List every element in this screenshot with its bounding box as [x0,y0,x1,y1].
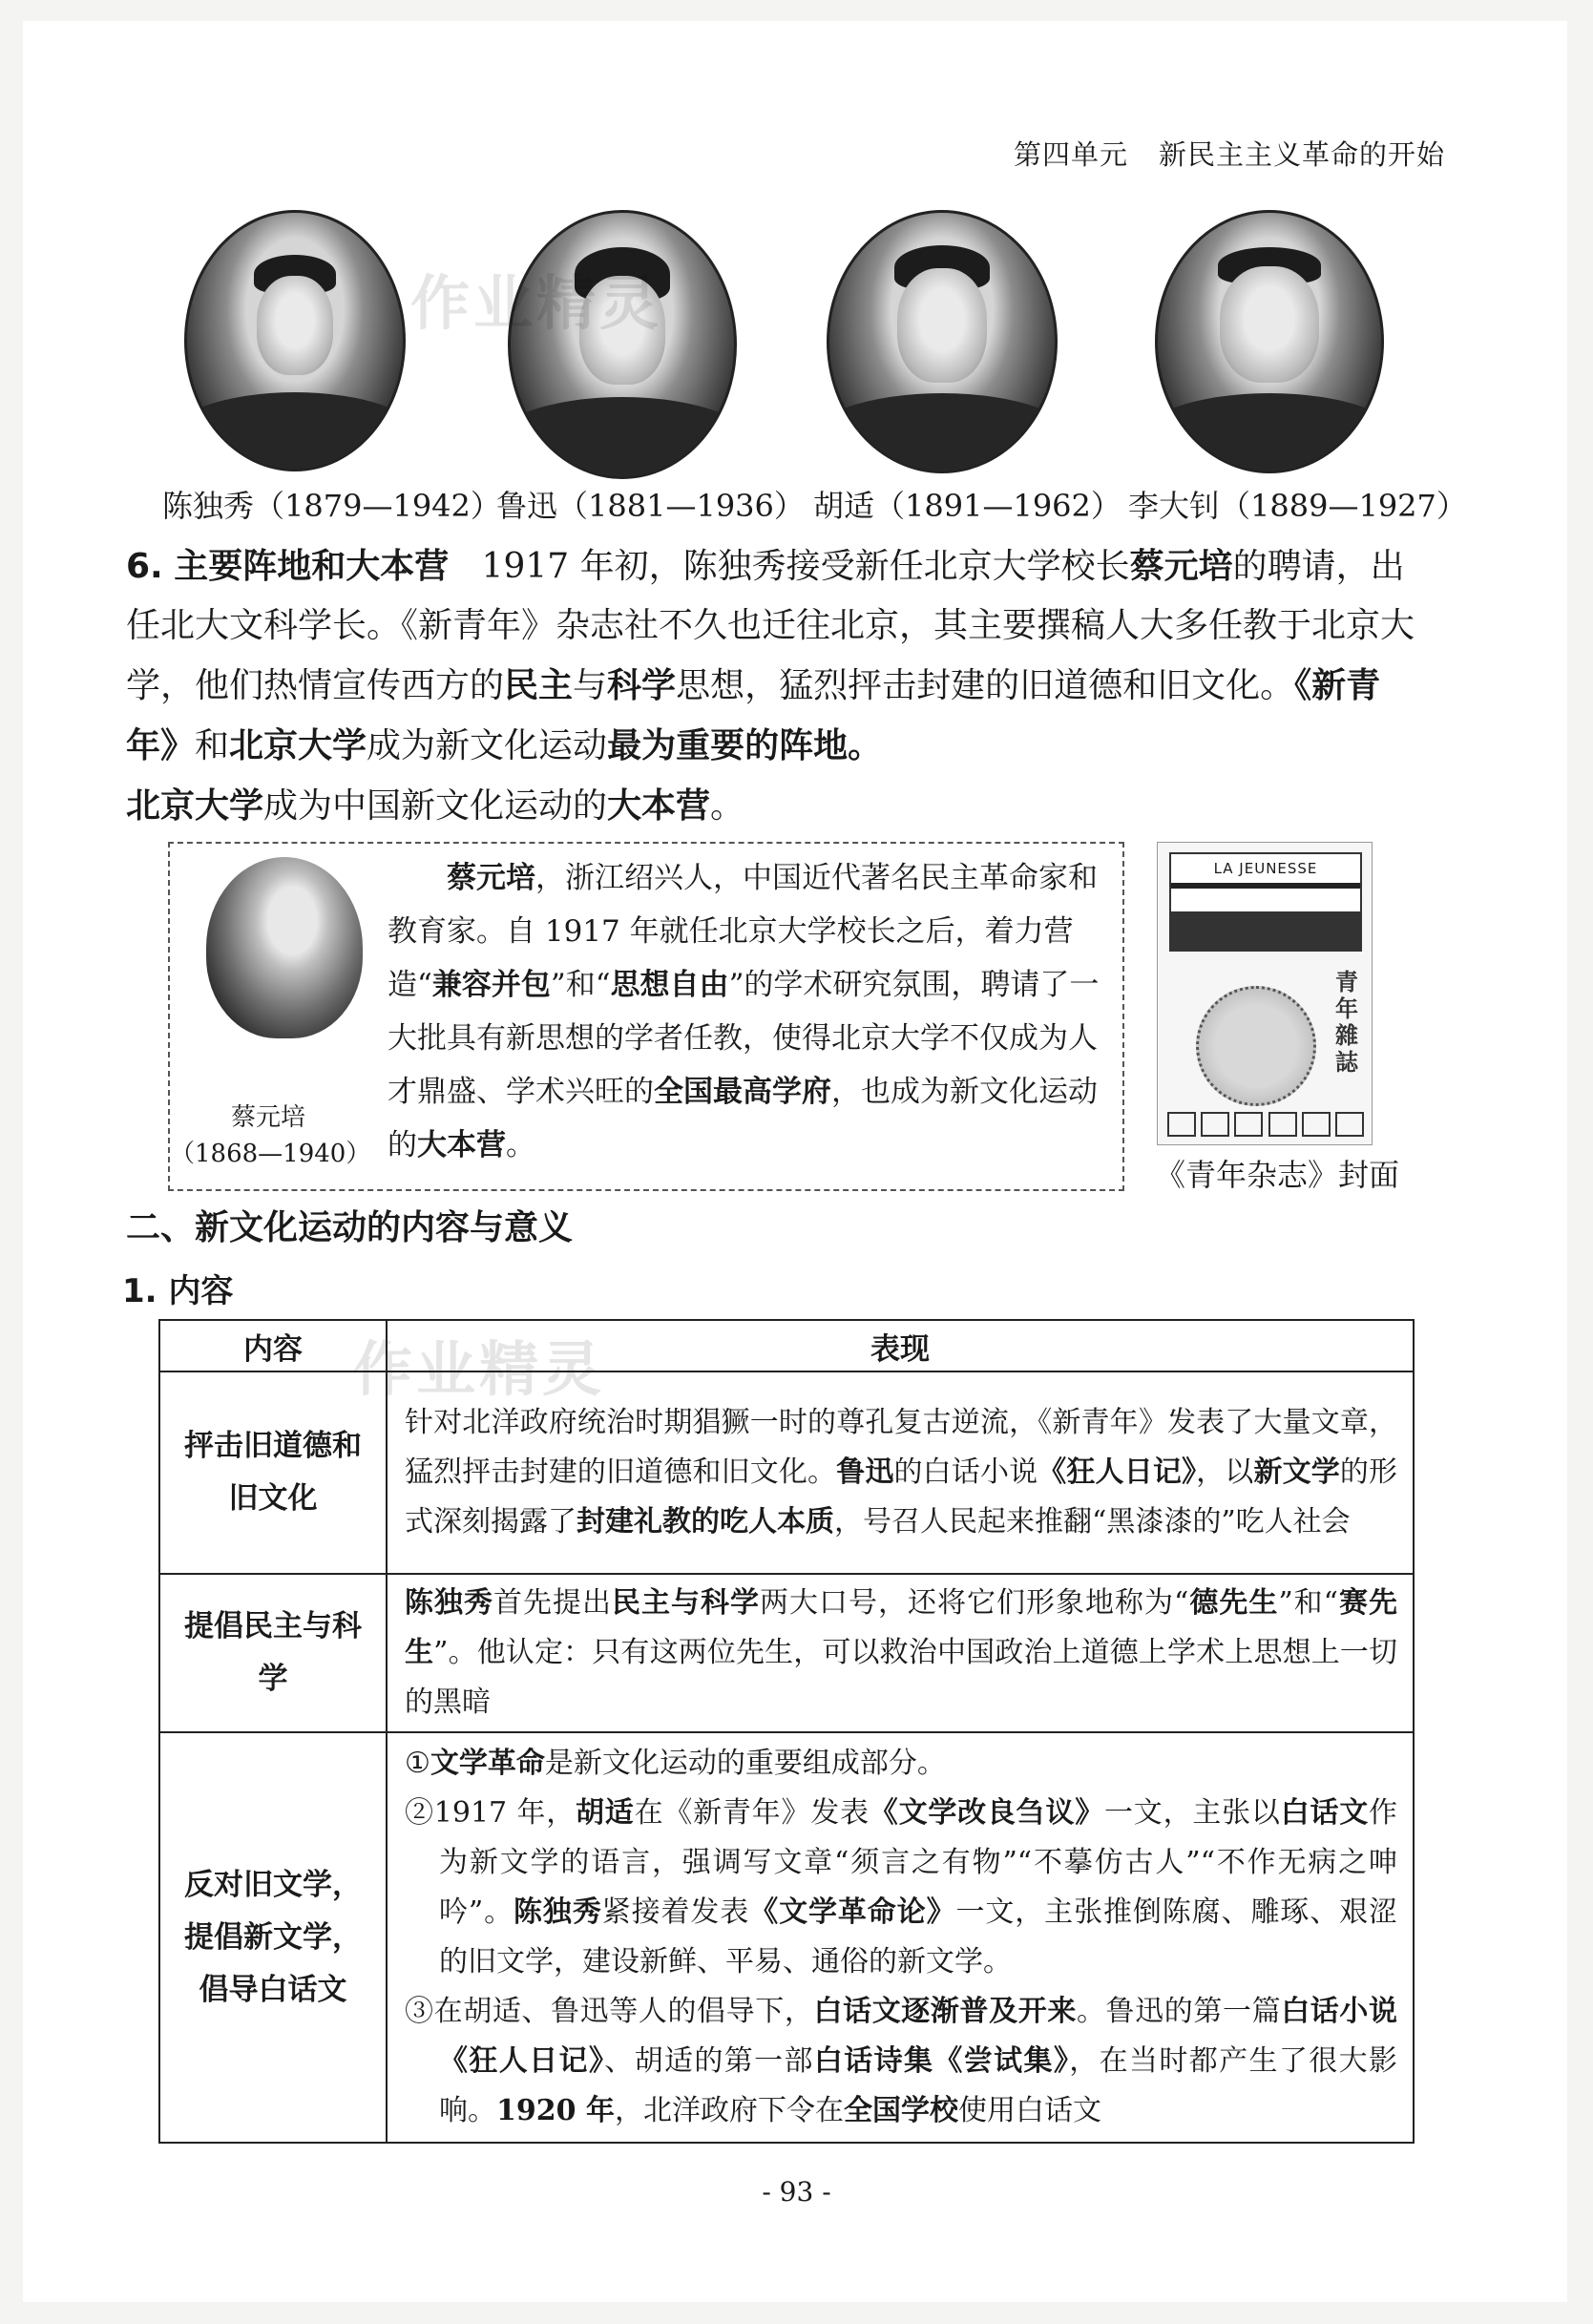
magazine-bottom-blocks [1167,1112,1364,1135]
portrait-lu-xun [508,210,737,479]
cai-yuanpei-text: 蔡元培，浙江绍兴人，中国近代著名民主革命家和教育家。自 1917 年就任北京大学校长之后，着力营造“兼容并包”和“思想自由”的学术研究氛围，聘请了一大批具有新思想的学者任教，使得北京大学不仅成为人才鼎盛、学术兴旺的全国最高学府，也成为新文化运动的大本营。 [388,861,1100,1162]
table-header-row [159,1320,1414,1371]
magazine-vertical-title: 青年雜誌 [1335,969,1358,1076]
section-6-paragraph-1: 6. 主要阵地和大本营 1917 年初，陈独秀接受新任北京大学校长蔡元培的聘请，出任北大文科学长。《新青年》杂志社不久也迁往北京，其主要撰稿人大多任教于北京大学，他们热情宣传西方的民主与科学思想，猛烈抨击封建的旧道德和旧文化。《新青年》和北京大学成为新文化运动最为重要的阵地。 [126,546,1415,765]
section-6-paragraph-2: 北京大学成为中国新文化运动的大本营。 [126,785,745,826]
table-row-content: ①文学革命是新文化运动的重要组成部分。 ②1917 年，胡适在《新青年》发表《文学改良刍议》一文，主张以白话文作为新文学的语言，强调写文章“须言之有物”“不摹仿古人”“不作无病之呻吟”。陈独秀紧接着发表《文学革命论》一文，主张推倒陈腐、雕琢、艰涩的旧文学，建设新鲜、平易、通俗的新文学。 ③在胡适、鲁迅等人的倡导下，白话文逐渐普及开来。鲁迅的第一篇白话小说《狂人日记》、胡适的第一部白话诗集《尝试集》，在当时都产生了很大影响。1920 年，北洋政府下令在全国学校使用白话文 [387,1732,1414,2143]
watermark: 作业精灵 [353,1334,606,1404]
magazine-banner: LA JEUNESSE [1169,852,1362,952]
table-row-content: 陈独秀首先提出民主与科学两大口号，还将它们形象地称为“德先生”和“赛先生”。他认定：只有这两位先生，可以救治中国政治上道德上学术上思想上一切的黑暗 [387,1574,1414,1732]
section-6-heading: 主要阵地和大本营 [174,547,450,586]
running-header [1014,134,1445,173]
cai-yuanpei-box [168,842,1124,1191]
magazine-cover-image [1157,842,1373,1145]
subsection-1-heading: 1. 内容 [122,1272,234,1310]
table-header-cell: 表现 [387,1320,1414,1371]
magazine-portrait-oval [1196,986,1316,1106]
header-title: 新民主主义革命的开始 [1158,138,1445,171]
portrait-caption: 胡适（1891—1962） [813,488,1121,524]
cai-yuanpei-photo [206,857,363,1038]
portrait-caption: 陈独秀（1879—1942） [162,488,501,524]
section-2-heading: 二、新文化运动的内容与意义 [126,1207,574,1247]
table-header-cell: 内容 [159,1320,387,1371]
portrait-chen-duxiu [184,210,406,471]
header-unit: 第四单元 [1013,138,1128,171]
watermark: 作业精灵 [410,268,663,338]
table-row-content: 针对北洋政府统治时期猖獗一时的尊孔复古逆流，《新青年》发表了大量文章，猛烈抨击封建的旧道德和旧文化。鲁迅的白话小说《狂人日记》，以新文学的形式深刻揭露了封建礼教的吃人本质，号召人民起来推翻“黑漆漆的”吃人社会 [387,1371,1414,1574]
page-number: - 93 - [762,2176,831,2208]
portrait-li-dazhao [1155,210,1384,473]
section-6 [126,536,1424,836]
portrait-caption: 鲁迅（1881—1936） [496,488,805,524]
table-row-label: 提倡民主与科学 [159,1574,387,1732]
table-row [159,1574,1414,1732]
table-row [159,1732,1414,2143]
table-row-label: 反对旧文学，提倡新文学，倡导白话文 [159,1732,387,2143]
cai-yuanpei-caption: 蔡元培 （1868—1940） [170,1103,371,1168]
content-table [158,1319,1415,2144]
magazine-caption: 《青年杂志》封面 [1155,1157,1400,1193]
portrait-caption: 李大钊（1889—1927） [1128,488,1467,524]
table-row [159,1371,1414,1574]
table-row-label: 抨击旧道德和旧文化 [159,1371,387,1574]
portrait-hu-shi [827,210,1058,473]
